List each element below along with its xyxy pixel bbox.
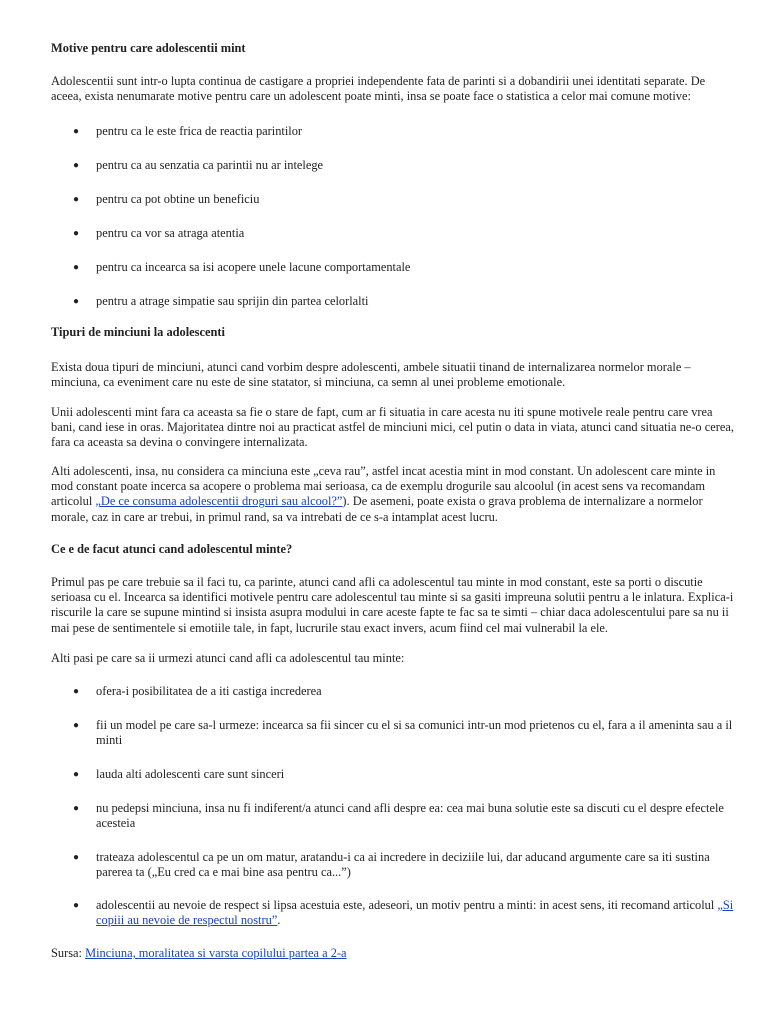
paragraph-tipuri: Exista doua tipuri de minciuni, atunci cand vorbim despre adolescenti, ambele situatii tinand de internalizarea normelor morale – minciuna, ca eveniment care nu este de sine statator, si minciuna, ca semn al unei probleme emotionale. (51, 360, 691, 390)
source-line (51, 946, 737, 961)
intro-paragraph: Adolescentii sunt intr-o lupta continua de castigare a propriei independente fata de parinti si a dobandirii unei identitati separate. De aceea, exista nenumarate motive pentru care un adolescent poate minti, insa se poate face o statistica a celor mai comune motive: (51, 74, 706, 104)
bullet-icon: ● (73, 769, 80, 780)
paragraph-primul-pas: Primul pas pe care trebuie sa il faci tu, ca parinte, atunci cand afli ca adolescentul tau minte in mod constant, este sa porti o discutie serioasa cu el. Incearca sa identifici motivele pentru care adolescentul tau minte si sa gasiti impreuna solutii pentru a le inlatura. Explica-i riscurile la care se supune mintind si insista asupra modului in care aceste fapte te fac sa te simti – chiar daca adolescentului pare sa nu ii mai pese de sentimentele si emotiile tale, in fapt, lucrurile stau exact invers, acum fiind cel mai vulnerabil la ele. (51, 575, 734, 635)
heading-tipuri: Tipuri de minciuni la adolescenti (51, 325, 225, 339)
source-link[interactable]: Minciuna, moralitatea si varsta copilului partea a 2-a (85, 946, 347, 960)
bullet-icon: ● (73, 852, 80, 863)
article-link-respect[interactable]: „Si copiii au nevoie de respectul nostru” (96, 898, 734, 928)
paragraph-alti-pasi: Alti pasi pe care sa ii urmezi atunci cand afli ca adolescentul tau minte: (51, 651, 405, 665)
list-item: ● pentru ca le este frica de reactia parintilor (73, 124, 303, 138)
list-item: ● fii un model pe care sa-l urmeze: incearca sa fii sincer cu el si sa comunici intr-un mod prietenos cu el, fara a il ameninta sau a il minti (73, 718, 733, 748)
list-item: ● adolescentii au nevoie de respect si lipsa acestuia este, adeseori, un motiv pentru a minti: in acest sens, iti recomand articolul „Si copiii au nevoie de respectul nostru”. (73, 898, 734, 928)
bullet-icon: ● (73, 126, 80, 137)
list-item: ● ofera-i posibilitatea de a iti castiga increderea (73, 684, 322, 698)
paragraph-minciuni-mici: Unii adolescenti mint fara ca aceasta sa fie o stare de fapt, cum ar fi situatia in care acesta nu iti spune motivele reale pentru care vrea bani, cand iese in oras. Majoritatea dintre noi au practicat astfel de minciuni mici, cel putin o data in viata, atunci cand situatia ne-o cerea, fara ca aceasta sa devina o convingere internalizata. (51, 405, 734, 450)
bullet-icon: ● (73, 262, 80, 273)
bullet-icon: ● (73, 296, 80, 307)
list-item: ● pentru ca pot obtine un beneficiu (73, 192, 260, 206)
list-item: ● pentru ca vor sa atraga atentia (73, 226, 245, 240)
list-item: ● trateaza adolescentul ca pe un om matur, aratandu-i ca ai incredere in deciziile lui, dar aducand argumente care sa iti sustina parerea ta („Eu cred ca e mai bine asa pentru ca...”) (73, 850, 710, 880)
list-item: ● lauda alti adolescenti care sunt sinceri (73, 767, 285, 781)
bullet-icon: ● (73, 160, 80, 171)
heading-motive: Motive pentru care adolescentii mint (51, 41, 246, 55)
list-item: ● pentru a atrage simpatie sau sprijin din partea celorlalti (73, 294, 369, 308)
bullet-icon: ● (73, 228, 80, 239)
bullet-icon: ● (73, 194, 80, 205)
source-label: Sursa: (51, 946, 86, 960)
paragraph-minciuna-constanta: Alti adolescenti, insa, nu considera ca minciuna este „ceva rau”, astfel incat acestia mint in mod constant. Un adolescent care minte in mod constant poate incerca sa acopere o problema mai serioasa, ca de exemplu drogurile sau alcoolul (in acest sens va recomandam articolul „De ce consuma adolescentii droguri sau alcool?”). De asemeni, poate exista o grava problema de internalizare a normelor morale, caz in care ar trebui, in primul rand, sa va intrebati de ce s-a intamplat acest lucru. (51, 464, 716, 524)
list-item: ● pentru ca incearca sa isi acopere unele lacune comportamentale (73, 260, 411, 274)
bullet-icon: ● (73, 720, 80, 731)
bullet-icon: ● (73, 803, 80, 814)
heading-ce-e-de-facut: Ce e de facut atunci cand adolescentul minte? (51, 542, 293, 556)
list-item: ● pentru ca au senzatia ca parintii nu ar intelege (73, 158, 324, 172)
list-item: ● nu pedepsi minciuna, insa nu fi indiferent/a atunci cand afli despre ea: cea mai buna solutie este sa discuti cu el despre efectele acesteia (73, 801, 724, 831)
article-link-droguri[interactable]: „De ce consuma adolescentii droguri sau alcool?” (95, 494, 343, 509)
bullet-icon: ● (73, 900, 80, 911)
bullet-icon: ● (73, 686, 80, 697)
